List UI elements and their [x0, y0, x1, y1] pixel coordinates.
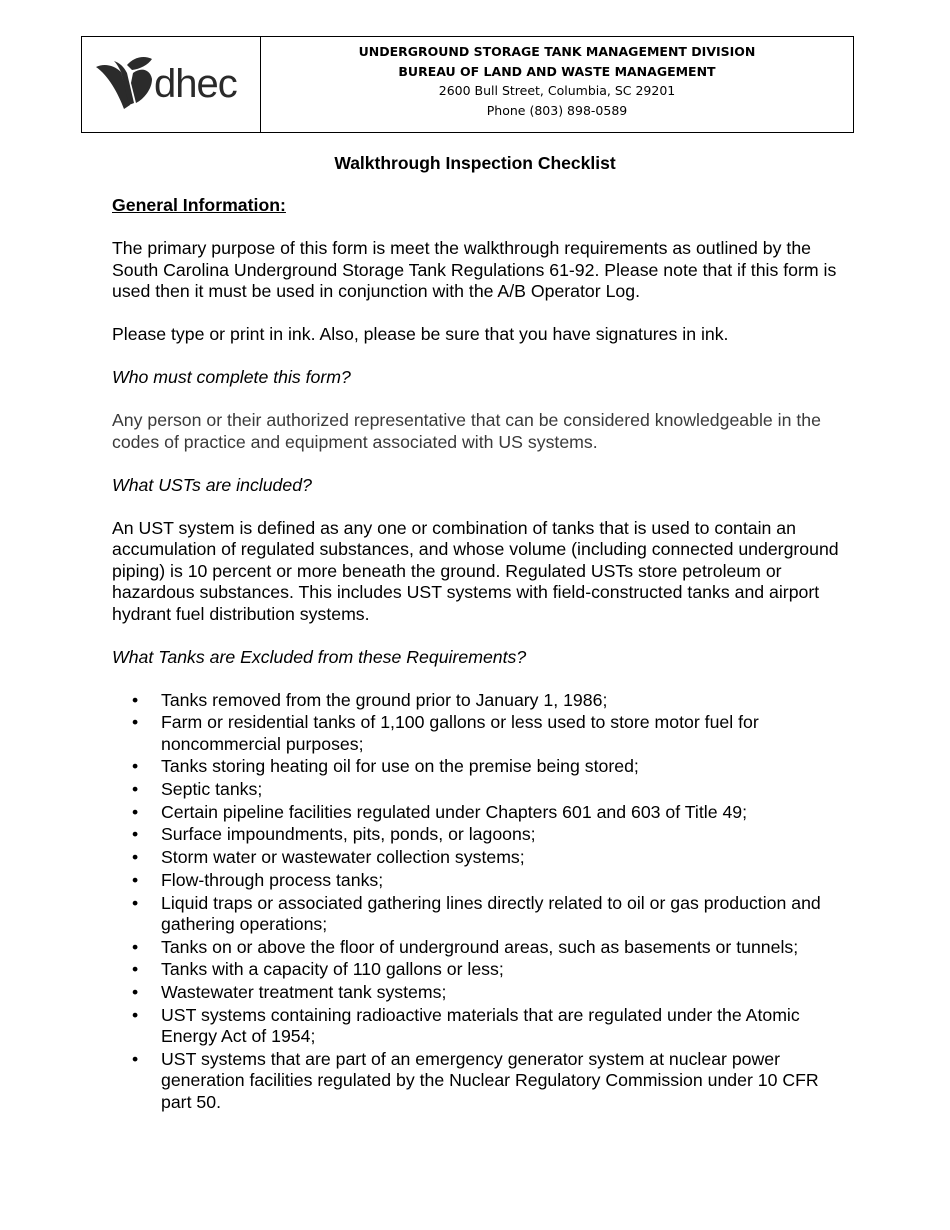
list-item: • Flow-through process tanks; [112, 870, 852, 892]
list-item: • UST systems that are part of an emergency generator system at nuclear power generation facilities regulated by the Nuclear Regulatory Commission under 10 CFR part 50. [112, 1049, 852, 1114]
list-item: • Tanks storing heating oil for use on the premise being stored; [112, 756, 852, 778]
purpose-paragraph: The primary purpose of this form is meet the walkthrough requirements as outlined by the South Carolina Underground Storage Tank Regulations 61-92. Please note that if this form is used then it must be used in conjunction with the A/B Operator Log. [112, 238, 837, 301]
excluded-tanks-list [112, 690, 852, 1114]
list-item: • Septic tanks; [112, 779, 852, 801]
excluded-question: What Tanks are Excluded from these Requirements? [112, 646, 527, 667]
division-name: UNDERGROUND STORAGE TANK MANAGEMENT DIVISION [358, 44, 756, 59]
list-item: • Tanks removed from the ground prior to January 1, 1986; [112, 690, 852, 712]
logo-wordmark: dhec [154, 62, 237, 106]
list-item: • Storm water or wastewater collection systems; [112, 847, 852, 869]
list-item: • Tanks with a capacity of 110 gallons or less; [112, 959, 852, 981]
logo-cell [82, 37, 261, 132]
list-item: • Surface impoundments, pits, ponds, or lagoons; [112, 824, 852, 846]
document-title: Walkthrough Inspection Checklist [334, 153, 616, 173]
general-information-heading: General Information: [112, 195, 286, 215]
phone-number: Phone (803) 898-0589 [486, 102, 628, 118]
document-body [112, 195, 852, 1115]
agency-address-block [261, 37, 853, 132]
letterhead [81, 36, 854, 133]
list-item: • Farm or residential tanks of 1,100 gallons or less used to store motor fuel for noncommercial purposes; [112, 712, 852, 755]
list-item: • Wastewater treatment tank systems; [112, 982, 852, 1004]
street-address: 2600 Bull Street, Columbia, SC 29201 [438, 83, 676, 98]
who-question: Who must complete this form? [112, 367, 351, 387]
list-item: • Liquid traps or associated gathering lines directly related to oil or gas production and gathering operations; [112, 893, 852, 936]
who-answer: Any person or their authorized representative that can be considered knowledgeable in the codes of practice and equipment associated with US systems. [112, 410, 821, 452]
ink-note-paragraph: Please type or print in ink. Also, please be sure that you have signatures in ink. [112, 324, 729, 344]
dhec-palmetto-logo-icon [94, 53, 158, 111]
list-item: • UST systems containing radioactive materials that are regulated under the Atomic Energy Act of 1954; [112, 1005, 852, 1048]
list-item: • Certain pipeline facilities regulated under Chapters 601 and 603 of Title 49; [112, 802, 852, 824]
list-item: • Tanks on or above the floor of underground areas, such as basements or tunnels; [112, 937, 852, 959]
what-question: What USTs are included? [112, 474, 312, 495]
what-answer: An UST system is defined as any one or combination of tanks that is used to contain an accumulation of regulated substances, and whose volume (including connected underground piping) is 10 percent or more beneath the ground. Regulated USTs store petroleum or hazardous substances. This includes UST systems with field-constructed tanks and airport hydrant fuel distribution systems. [112, 517, 839, 624]
bureau-name: BUREAU OF LAND AND WASTE MANAGEMENT [398, 63, 716, 79]
